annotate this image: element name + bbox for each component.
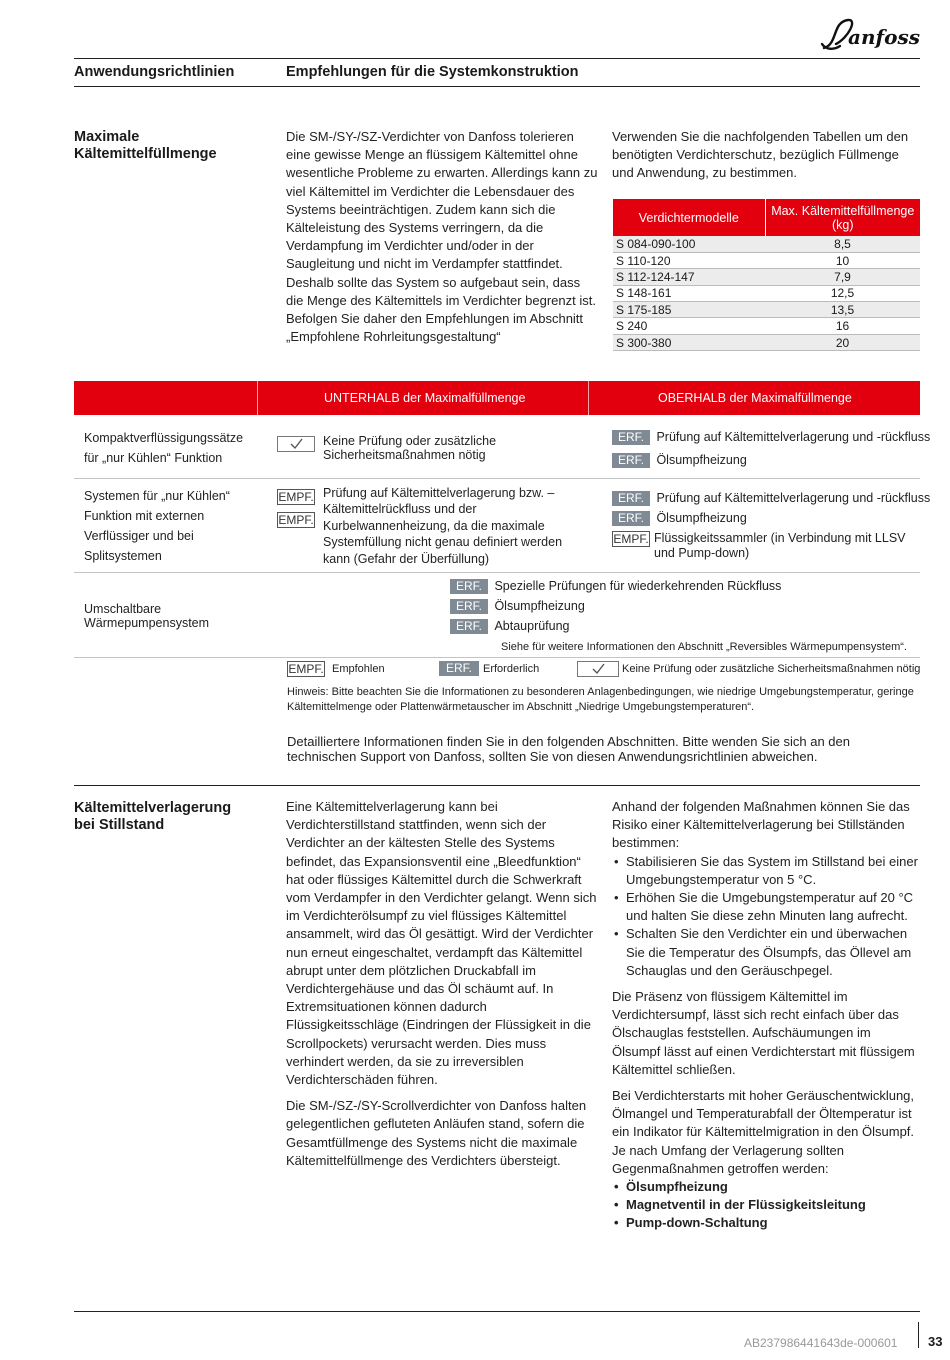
list-item: • Schalten Sie den Verdichter ein und überwachen Sie die Temperatur des Ölsumpfs, das Öllevel am Schauglas und den Geräuschpegel.	[612, 925, 922, 980]
cell-line: Ölsumpfheizung	[656, 453, 747, 467]
cell-max-fill: 13,5	[765, 302, 920, 318]
cell-max-fill: 7,9	[765, 269, 920, 285]
table-row	[613, 334, 920, 350]
row-label-line: Splitsystemen	[84, 549, 162, 563]
matrix-row2-above	[612, 489, 930, 561]
section-title-line: bei Stillstand	[74, 817, 165, 833]
page-number: 33	[928, 1334, 943, 1349]
measures-list	[612, 853, 922, 980]
row-label-line: Verflüssiger und bei	[84, 529, 194, 543]
cell-line: Ölsumpfheizung	[494, 599, 585, 613]
section1-col1	[286, 128, 598, 354]
erf-tag: ERF.	[450, 579, 488, 594]
list-item: • Stabilisieren Sie das System im Stillstand bei einer Umgebungstemperatur von 5 °C.	[612, 853, 922, 889]
cell-max-fill: 8,5	[765, 236, 920, 252]
legend-empf-label: Empfohlen	[332, 663, 385, 675]
row-label-line: Umschaltbare	[84, 602, 162, 616]
matrix-row1-below	[323, 434, 496, 462]
row-label-line: für „nur Kühlen“ Funktion	[84, 451, 223, 465]
cell-model: S 084-090-100	[613, 236, 765, 252]
fill-table-wrapper	[613, 199, 920, 351]
empf-tag: EMPF.	[613, 532, 649, 546]
section1-col2	[612, 128, 922, 191]
matrix-header-band	[74, 381, 920, 415]
row-label-line: Kompaktverflüssigungssätze	[84, 431, 244, 445]
matrix-row1-above	[612, 428, 930, 472]
matrix-col-above: OBERHALB der Maximalfüllmenge	[658, 391, 852, 405]
erf-tag: ERF.	[612, 511, 650, 526]
footer-doc-code: AB237986441643de-000601	[744, 1336, 898, 1350]
paragraph: Die SM-/SY-/SZ-Verdichter von Danfoss tolerieren eine gewisse Menge an flüssigem Kältemittel ohne wesentliche Probleme zu erwarten. Allerdings kann zu viel Kältemittel im Verdichter die Lebensdauer des Systems beeinträchtigen. Zudem kann sich die Kälteleistung des Systems verringern, da die Verdampfung im Verdichter und/oder in der Saugleitung und nicht im Verdampfer stattfindet. Deshalb sollte das System so aufgebaut sein, dass die Menge des Kältemittels im Verdichter begrenzt ist. Befolgen Sie daher den Empfehlungen im Abschnitt „Empfohlene Rohrleitungsgestaltung“	[286, 129, 598, 345]
paragraph: Die SM-/SZ-/SY-Scrollverdichter von Danfoss halten gelegentlichen gefluteten Anläufen stand, sofern die Gesamtfüllmenge des Systems nicht die maximale Kältemittelfüllmenge des Verdichters übersteigt.	[286, 1098, 587, 1168]
list-item: • Ölsumpfheizung	[612, 1178, 922, 1196]
countermeasures-list	[612, 1178, 922, 1233]
cell-model: S 175-185	[613, 302, 765, 318]
row-label-line: Systemen für „nur Kühlen“	[84, 489, 230, 503]
erf-tag: ERF.	[612, 430, 650, 445]
section2-col2	[612, 798, 922, 1233]
paragraph: Bei Verdichterstarts mit hoher Geräuschentwicklung, Ölmangel und Temperaturabfall der Öltemperatur ist ein Indikator für Kältemittelmigration in den Ölsumpf. Je nach Umfang der Verlagerung sollten Gegenmaßnahmen getroffen werden:	[612, 1088, 915, 1176]
list-item: • Pump-down-Schaltung	[612, 1214, 922, 1232]
paragraph: Verwenden Sie die nachfolgenden Tabellen um den benötigten Verdichterschutz, bezüglich Füllmenge und Anwendung, zu bestimmen.	[612, 129, 909, 181]
cell-model: S 240	[613, 318, 765, 334]
cell-line: Keine Prüfung oder zusätzliche	[323, 434, 497, 448]
matrix-col-below: UNTERHALB der Maximalfüllmenge	[324, 391, 526, 405]
table-row	[613, 285, 920, 301]
cell-line: Sicherheitsmaßnahmen nötig	[323, 448, 486, 462]
matrix-row-divider	[74, 657, 920, 658]
list-item: • Erhöhen Sie die Umgebungstemperatur auf 20 °C und halten Sie diese zehn Minuten lang aufrecht.	[612, 889, 922, 925]
matrix-row3-label	[84, 602, 209, 630]
header-bottom-rule	[74, 86, 920, 87]
section-title-line: Kältemittelfüllmenge	[74, 146, 217, 162]
matrix-row2-label	[84, 486, 230, 566]
cell-line: Ölsumpfheizung	[656, 511, 747, 525]
section-title-line: Kältemittelverlagerung	[74, 800, 232, 816]
erf-tag: ERF.	[450, 599, 488, 614]
danfoss-logo	[818, 14, 923, 54]
matrix-row3-items	[450, 577, 781, 637]
cell-max-fill: 20	[765, 334, 920, 350]
col-header-model: Verdichtermodelle	[613, 199, 765, 236]
matrix-row-divider	[74, 572, 920, 573]
cell-line: Flüssigkeitssammler (in Verbindung mit LLSV und Pump-down)	[654, 531, 906, 560]
row-label-line: Funktion mit externen	[84, 509, 205, 523]
fill-table	[613, 199, 920, 351]
section2-col1	[286, 798, 598, 1178]
cell-line: Abtauprüfung	[494, 619, 570, 633]
cell-max-fill: 12,5	[765, 285, 920, 301]
erf-tag: ERF.	[612, 453, 650, 468]
paragraph: Anhand der folgenden Maßnahmen können Sie das Risiko einer Kältemittelverlagerung bei Stillständen bestimmen:	[612, 799, 910, 851]
col-header-max: Max. Kältemittelfüllmenge (kg)	[765, 199, 920, 236]
header-right-title: Empfehlungen für die Systemkonstruktion	[286, 64, 579, 80]
matrix-row2-below: Prüfung auf Kältemittelverlagerung bzw. – Kältemittelrückfluss und der Kurbelwannenheizung, da die maximale Systemfüllung nicht genau definiert werden kann (Gefahr der Überfüllung)	[323, 486, 563, 566]
cell-model: S 112-124-147	[613, 269, 765, 285]
footer-rule	[74, 1311, 920, 1312]
table-row	[613, 318, 920, 334]
paragraph: Eine Kältemittelverlagerung kann bei Verdichterstillstand stattfinden, wenn sich der Verdichter an der kältesten Stelle des Systems befindet, das Expansionsventil eine „Bleedfunktion“ hat oder flüssiges Kältemittel durch die Schwerkraft vom Verdampfer in den Verdichter gelangt. Wenn sich im Verdichterölsumpf zu viel flüssiges Kältemittel ansammelt, wird das Öl gesättigt. Wird der Verdichter nun erneut eingeschaltet, verdampft das Kältemittel abrupt unter dem plötzlichen Druckabfall im Verdichtergehäuse und das Öl schäumt auf. In Extremsituationen können dadurch Flüssigkeitsschläge (Eindringen der Flüssigkeit in die Scrollpockets) verursacht werden. Dies muss verhindert werden, da sie zu irreversiblen Verdichterschäden führen.	[286, 799, 597, 1088]
check-icon	[277, 436, 315, 452]
empf-tag: EMPF.	[278, 513, 314, 527]
svg-text:anfoss: anfoss	[848, 25, 920, 49]
erf-tag: ERF.	[450, 619, 488, 634]
footer-bar	[918, 1322, 919, 1348]
legend-erf-label: Erforderlich	[483, 663, 540, 675]
cell-max-fill: 16	[765, 318, 920, 334]
cell-line: Spezielle Prüfungen für wiederkehrenden Rückfluss	[494, 579, 782, 593]
cell-model: S 300-380	[613, 334, 765, 350]
section-title-max-fill	[74, 129, 274, 163]
header-left-title: Anwendungsrichtlinien	[74, 64, 235, 80]
matrix-row2-tags	[277, 488, 315, 529]
cell-line: Prüfung auf Kältemittelverlagerung und -rückfluss	[656, 430, 931, 444]
erf-tag: ERF.	[612, 491, 650, 506]
empf-tag: EMPF.	[278, 490, 314, 504]
matrix-row1-label	[84, 428, 243, 468]
cell-model: S 110-120	[613, 252, 765, 268]
table-row	[613, 236, 920, 252]
table-row	[613, 302, 920, 318]
check-icon	[577, 661, 619, 677]
paragraph: Die Präsenz von flüssigem Kältemittel im Verdichtersumpf, lässt sich recht einfach über das Ölschauglas feststellen. Aufschäumungen im Ölsumpf lässt auf einen Verdichterstart mit flüssigem Kältemittel schließen.	[612, 989, 915, 1077]
section-title-line: Maximale	[74, 129, 140, 145]
matrix-row3-note: Siehe für weitere Informationen den Abschnitt „Reversibles Wärmepumpensystem“.	[501, 641, 907, 653]
legend-check-label: Keine Prüfung oder zusätzliche Sicherheitsmaßnahmen nötig	[622, 663, 921, 675]
cell-max-fill: 10	[765, 252, 920, 268]
empf-tag: EMPF.	[288, 662, 324, 676]
cell-model: S 148-161	[613, 285, 765, 301]
table-row	[613, 269, 920, 285]
note-text: Hinweis: Bitte beachten Sie die Informationen zu besonderen Anlagenbedingungen, wie niedrige Umgebungstemperatur, geringe Kältemittelmenge oder Plattenwärmetauscher im Abschnitt „Niedrige Umgebungstemperaturen“.	[287, 686, 914, 713]
matrix-row-divider	[74, 478, 920, 479]
header-top-rule	[74, 58, 920, 59]
legend	[287, 661, 927, 679]
section-divider	[74, 785, 920, 786]
cell-line: Prüfung auf Kältemittelverlagerung und -rückfluss	[656, 491, 931, 505]
row-label-line: Wärmepumpensystem	[84, 616, 210, 630]
list-item: • Magnetventil in der Flüssigkeitsleitung	[612, 1196, 922, 1214]
section-title-migration	[74, 800, 274, 834]
erf-tag: ERF.	[439, 661, 479, 676]
table-row	[613, 252, 920, 268]
detail-text: Detailliertere Informationen finden Sie in den folgenden Abschnitten. Bitte wenden Sie sich an den technischen Support von Danfoss, sollten Sie von diesen Anwendungsrichtlinien abweichen.	[287, 734, 850, 764]
